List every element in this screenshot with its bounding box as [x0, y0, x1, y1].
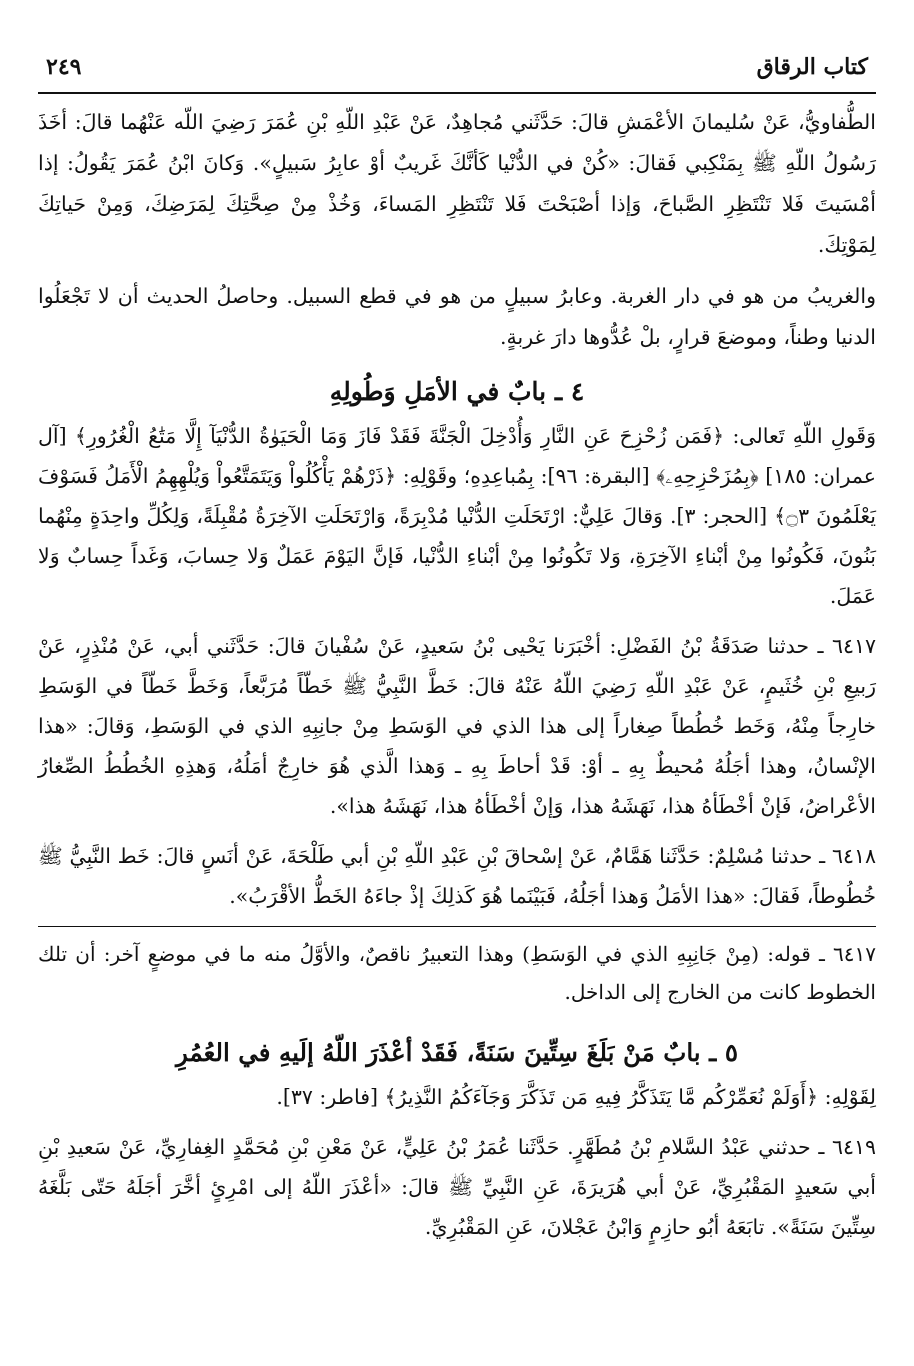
- running-header: [38, 54, 876, 88]
- hadith-continuation: الطُّفاويُّ، عَنْ سُليمانَ الأعْمَشِ قالَ: حَدَّثَني مُجاهِدٌ، عَنْ عَبْدِ اللّهِ بْنِ عُمَرَ رَضِيَ اللّه عَنْهُما قالَ: أخَذَ رَسُولُ اللّهِ ﷺ بِمَنْكِبي فَقالَ: «كُنْ في الدُّنْيا كَأنَّكَ غَريبٌ أوْ عابِرُ سَبيلٍ». وَكانَ ابْنُ عُمَرَ يَقُولُ: إذا أمْسَيتَ فَلا تَنْتَظِرِ الصَّباحَ، وَإذا أصْبَحْتَ فَلا تَنْتَظِرِ المَساءَ، وَخُذْ مِنْ صِحَّتِكَ لِمَرَضِكَ، وَمِنْ حَياتِكَ لِمَوْتِكَ.: [38, 110, 876, 257]
- chapter-intro-paragraph: وَقَولِ اللّهِ تَعالى: ﴿فَمَن زُحْزِحَ عَنِ النَّارِ وَأُدْخِلَ الْجَنَّةَ فَقَدْ فَازَ وَمَا الْحَيَوٰةُ الدُّنْيَآ إِلَّا مَتَٰعُ الْغُرُورِ﴾ [آل عمران: ١٨٥] ﴿بِمُزَحْزِحِهِۦ﴾ [البقرة: ٩٦]: بِمُباعِدِهِ؛ وقَوْلِهِ: ﴿ذَرْهُمْ يَأْكُلُواْ وَيَتَمَتَّعُواْ وَيُلْهِهِمُ الْأَمَلُ فَسَوْفَ يَعْلَمُونَ ۝٣﴾ [الحجر: ٣]. وَقالَ عَلِيٌّ: ارْتَحَلَتِ الدُّنْيا مُدْبِرَةً، وَارْتَحَلَتِ الآخِرَةُ مُقْبِلَةً، وَلِكُلِّ واحِدَةٍ مِنْهُما بَنُونَ، فَكُونُوا مِنْ أبْناءِ الآخِرَةِ، وَلا تَكُونُوا مِنْ أبْناءِ الدُّنْيا، فَإنَّ اليَوْمَ عَمَلٌ وَلا حِسابَ، وَغَداً حِسابٌ وَلا عَمَلَ.: [38, 424, 876, 608]
- book-title: كتاب الرقاق: [756, 54, 868, 80]
- footnote-separator: [38, 926, 876, 927]
- page-number: ٢٤٩: [46, 54, 82, 80]
- hadith-6418: ٦٤١٨ ـ حدثنا مُسْلِمٌ: حَدَّثَنا هَمَّامٌ، عَنْ إسْحاقَ بْنِ عَبْدِ اللّهِ بْنِ أبي طَلْحَةَ، عَنْ أنَسٍ قالَ: خَط النَّبِيُّ ﷺ خُطُوطاً، فَقالَ: «هذا الأمَلُ وَهذا أجَلُهُ، فَبَيْنَما هُوَ كَذلِكَ إذْ جاءَهُ الخَطُّ الأقْرَبُ».: [38, 844, 876, 908]
- chapter-heading-5: ٥ ـ بابٌ مَنْ بَلَغَ سِتِّينَ سَنَةً، فَقَدْ أعْذَرَ اللّهُ إلَيهِ في العُمُرِ: [175, 1038, 739, 1067]
- hadith-6419: ٦٤١٩ ـ حدثني عَبْدُ السَّلامِ بْنُ مُطَهَّرٍ. حَدَّثَنا عُمَرُ بْنُ عَلِيٍّ، عَنْ مَعْنِ بْنِ مُحَمَّدٍ الغِفارِيِّ، عَنْ سَعيدِ بْنِ أبي سَعيدٍ المَقْبُرِيِّ، عَنْ أبي هُرَيرَةَ، عَنِ النَّبِيِّ ﷺ قالَ: «أعْذَرَ اللّهُ إلى امْرِئٍ أخَّرَ أجَلَهُ حَتّى بَلَّغَهُ سِتِّينَ سَنَةً». تابَعَهُ أبُو حازِمٍ وَابْنُ عَجْلانَ، عَنِ المَقْبُرِيِّ.: [38, 1135, 876, 1239]
- explanation-paragraph: والغريبُ من هو في دار الغربة. وعابرُ سبيلٍ من هو في قطع السبيل. وحاصلُ الحديث أن لا تَجْعَلُوا الدنيا وطناً، وموضعَ قرارٍ، بلْ عُدُّوها دارَ غربةٍ.: [38, 284, 876, 349]
- commentary-note-6417: ٦٤١٧ ـ قوله: (مِنْ جَانِبِهِ الذي في الوَسَطِ) وهذا التعبيرُ ناقصٌ، والأوَّلُ منه ما في موضعٍ آخر: أن تلك الخطوط كانت من الخارج إلى الداخل.: [38, 942, 876, 1004]
- hadith-6417: ٦٤١٧ ـ حدثنا صَدَقَةُ بْنُ الفَضْلِ: أخْبَرَنا يَحْيى بْنُ سَعيدٍ، عَنْ سُفْيانَ قالَ: حَدَّثَني أبي، عَنْ مُنْذِرٍ، عَنْ رَبيعِ بْنِ خُثَيمٍ، عَنْ عَبْدِ اللّهِ رَضِيَ اللّهُ عَنْهُ قالَ: خَطَّ النَّبِيُّ ﷺ خَطّاً مُرَبَّعاً، وَخَطَّ خَطّاً في الوَسَطِ خارِجاً مِنْهُ، وَخَط خُطُطاً صِغاراً إلى هذا الذي في الوَسَطِ مِنْ جانِبِهِ الذي في الوَسَطِ، وَقالَ: «هذا الإنْسانُ، وهذا أجَلُهُ مُحيطٌ بِهِ ـ أوْ: قَدْ أحاطَ بِهِ ـ وَهذا الَّذي هُوَ خارِجٌ أمَلُهُ، وَهذِهِ الخُطُطُ الصِّغارُ الأعْراضُ، فَإنْ أخْطَأهُ هذا، نَهَشَهُ هذا، وَإنْ أخْطَأهُ هذا، نَهَشَهُ هذا».: [38, 634, 876, 818]
- quran-citation-paragraph: لِقَوْلِهِ: ﴿أَوَلَمْ نُعَمِّرْكُم مَّا يَتَذَكَّرُ فِيهِ مَن تَذَكَّرَ وَجَآءَكُمُ النَّذِيرُ﴾ [فاطر: ٣٧].: [276, 1085, 876, 1109]
- header-rule: [38, 92, 876, 94]
- chapter-heading-4: ٤ ـ بابٌ في الأمَلِ وَطُولِهِ: [329, 377, 585, 406]
